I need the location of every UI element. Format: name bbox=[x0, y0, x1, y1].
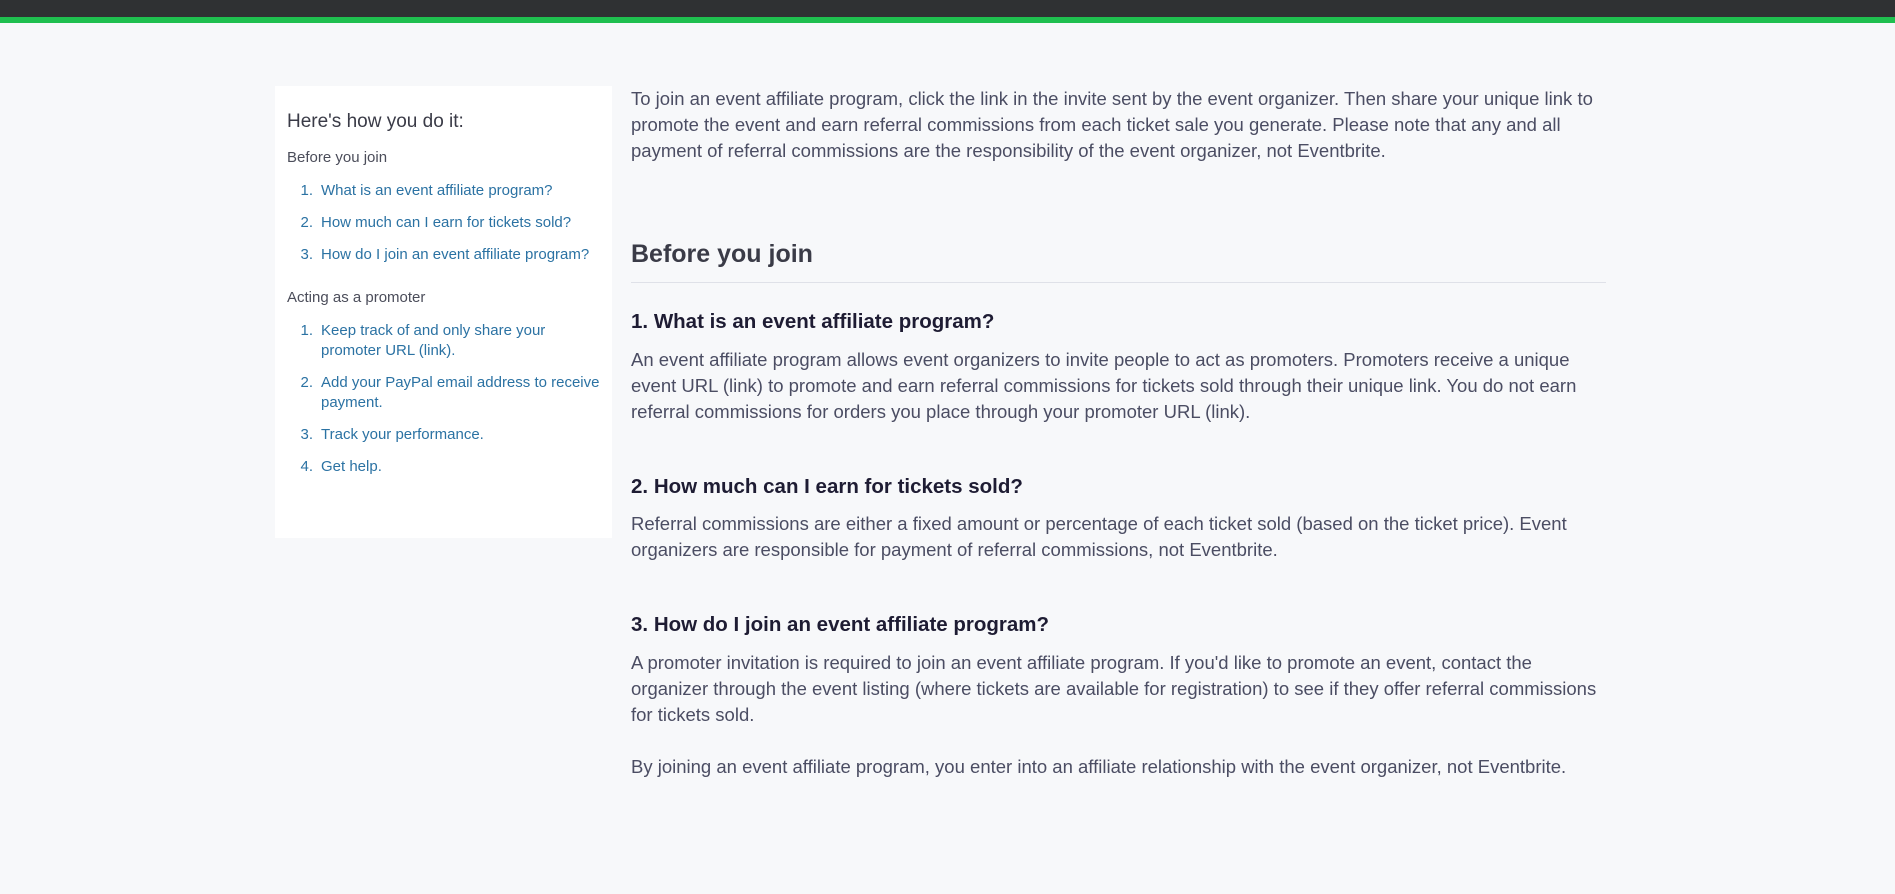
question-heading-1 bbox=[631, 310, 1606, 334]
question-number: 1. bbox=[631, 310, 649, 333]
toc-item-number: 3. bbox=[300, 426, 313, 443]
toc-link-how-join[interactable] bbox=[287, 245, 600, 265]
answer-paragraph: Referral commissions are either a fixed amount or percentage of each ticket sold (based on the ticket price). Event organizers are responsible for payment of referral commissions, not Eventbrite. bbox=[631, 513, 1567, 560]
toc-link-what-is-program[interactable] bbox=[287, 181, 600, 201]
answer-paragraph: By joining an event affiliate program, you enter into an affiliate relationship with the event organizer, not Eventbrite. bbox=[631, 756, 1567, 777]
toc-item-label[interactable]: Keep track of and only share your promoter URL (link). bbox=[321, 322, 546, 359]
question-heading-3 bbox=[631, 613, 1606, 637]
toc-item-number: 3. bbox=[300, 246, 313, 263]
toc-item-label[interactable]: Add your PayPal email address to receive payment. bbox=[321, 374, 600, 411]
toc-list-acting-as-promoter bbox=[287, 321, 600, 477]
question-title: How much can I earn for tickets sold? bbox=[653, 475, 1023, 498]
toc-item-number: 4. bbox=[300, 458, 313, 475]
section-divider bbox=[631, 282, 1606, 283]
question-title: How do I join an event affiliate program? bbox=[653, 613, 1050, 636]
question-number: 3. bbox=[631, 613, 649, 636]
article-content bbox=[631, 86, 1606, 780]
toc-list-before-you-join bbox=[287, 181, 600, 265]
question-title: What is an event affiliate program? bbox=[653, 310, 995, 333]
section-heading-before-you-join: Before you join bbox=[631, 240, 813, 268]
top-dark-bar bbox=[0, 0, 1895, 17]
toc-item-label[interactable]: How much can I earn for tickets sold? bbox=[321, 214, 572, 231]
toc-section-acting-as-promoter: Acting as a promoter bbox=[287, 289, 426, 306]
toc-item-label[interactable]: What is an event affiliate program? bbox=[321, 182, 553, 199]
toc-item-number: 2. bbox=[300, 214, 313, 231]
toc-item-number: 1. bbox=[300, 322, 313, 339]
toc-item-number: 2. bbox=[300, 374, 313, 391]
intro-paragraph: To join an event affiliate program, click the link in the invite sent by the event organizer. Then share your unique link to promote the event and earn referral commissions from each ticket sale you generate. Please note that any and all payment of referral commissions are the responsibility of the event organizer, not Eventbrite. bbox=[631, 88, 1593, 161]
toc-link-how-much-earn[interactable] bbox=[287, 213, 600, 233]
toc-link-get-help[interactable] bbox=[287, 457, 600, 477]
table-of-contents bbox=[275, 86, 612, 538]
toc-item-label[interactable]: How do I join an event affiliate program? bbox=[321, 246, 590, 263]
toc-item-label[interactable]: Track your performance. bbox=[321, 426, 484, 443]
toc-item-label[interactable]: Get help. bbox=[321, 458, 382, 475]
toc-link-paypal[interactable] bbox=[287, 373, 600, 413]
toc-title: Here's how you do it: bbox=[287, 111, 464, 132]
question-heading-2 bbox=[631, 475, 1606, 499]
toc-link-track-performance[interactable] bbox=[287, 425, 600, 445]
question-number: 2. bbox=[631, 475, 649, 498]
answer-paragraph: An event affiliate program allows event organizers to invite people to act as promoters. Promoters receive a unique event URL (link) to promote and earn referral commissions for tickets sold through their unique link. You do not earn referral commissions for orders you place through your promoter URL (link). bbox=[631, 349, 1577, 422]
answer-paragraph: A promoter invitation is required to join an event affiliate program. If you'd like to promote an event, contact the organizer through the event listing (where tickets are available for registration) to see if they offer referral commissions for tickets sold. bbox=[631, 652, 1597, 725]
toc-item-number: 1. bbox=[300, 182, 313, 199]
toc-link-promoter-url[interactable] bbox=[287, 321, 600, 361]
toc-section-before-you-join: Before you join bbox=[287, 149, 388, 166]
green-accent-bar bbox=[0, 17, 1895, 23]
